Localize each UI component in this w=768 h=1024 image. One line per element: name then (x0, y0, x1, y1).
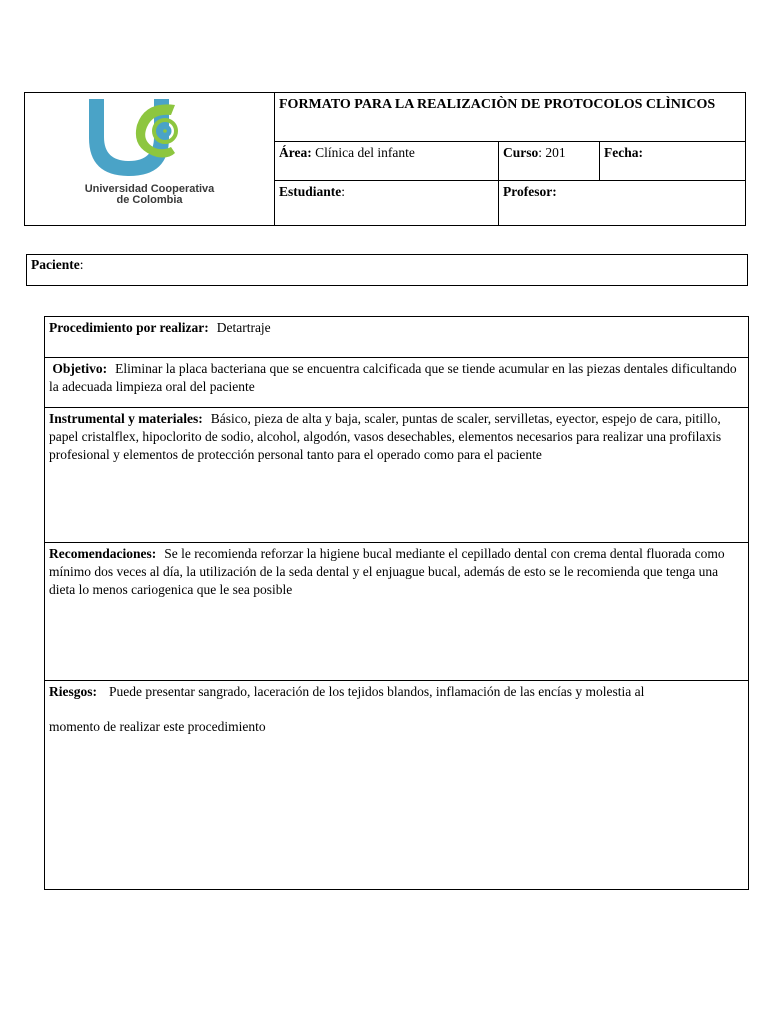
protocol-table (44, 316, 749, 890)
logo-text-line2: de Colombia (116, 194, 183, 206)
recomendaciones-label: Recomendaciones: (49, 546, 157, 561)
curso-value: : 201 (538, 145, 566, 160)
instrumental-cell (45, 408, 749, 543)
estudiante-cell (275, 181, 499, 226)
objetivo-value: Eliminar la placa bacteriana que se encuentra calcificada que se tiende acumular en las piezas dentales dificultando la adecuada limpieza oral del paciente (49, 361, 737, 394)
procedimiento-value: Detartraje (216, 320, 271, 335)
riesgos-cell (45, 681, 749, 890)
university-logo-icon (25, 93, 274, 226)
paciente-label: Paciente (31, 257, 80, 272)
estudiante-label: Estudiante (279, 184, 342, 199)
recomendaciones-cell (45, 543, 749, 681)
area-value: Clínica del infante (315, 145, 415, 160)
estudiante-colon: : (341, 184, 346, 199)
paciente-box (26, 254, 748, 286)
area-label: Área: (279, 145, 312, 160)
recomendaciones-value: Se le recomienda reforzar la higiene bucal mediante el cepillado dental con crema dental fluorada como mínimo dos veces al día, la utilización de la seda dental y el enjuague bucal, además de esto se le recomienda que tenga una dieta lo menos cariogenica que le sea posible (49, 546, 725, 597)
riesgos-value-continued: momento de realizar este procedimiento (49, 719, 266, 734)
header-table (24, 92, 746, 226)
fecha-cell (600, 142, 746, 181)
riesgos-label: Riesgos: (49, 684, 97, 699)
profesor-label: Profesor: (503, 184, 557, 199)
instrumental-label: Instrumental y materiales: (49, 411, 203, 426)
riesgos-value: Puede presentar sangrado, laceración de los tejidos blandos, inflamación de las encías y molestia al (109, 684, 645, 699)
fecha-label: Fecha: (604, 145, 643, 160)
area-cell (275, 142, 499, 181)
instrumental-value: Básico, pieza de alta y baja, scaler, puntas de scaler, servilletas, eyector, espejo de cara, pitillo, papel cristalflex, hipoclorito de sodio, alcohol, algodón, vasos desechables, elementos necesarios para realizar una profilaxis profesional y elementos de protección personal tanto para el operado como para el paciente (49, 411, 722, 462)
profesor-cell (499, 181, 746, 226)
logo-text-line1: Universidad Cooperativa (84, 183, 215, 195)
logo-cell (25, 93, 275, 226)
curso-label: Curso (503, 145, 539, 160)
form-title: FORMATO PARA LA REALIZACIÒN DE PROTOCOLOS CLÌNICOS (279, 97, 716, 112)
form-title-cell (275, 93, 746, 142)
procedimiento-label: Procedimiento por realizar: (49, 320, 209, 335)
paciente-colon: : (79, 257, 84, 272)
objetivo-cell (45, 358, 749, 408)
curso-cell (499, 142, 600, 181)
objetivo-label: Objetivo: (52, 361, 108, 376)
procedimiento-cell (45, 317, 749, 358)
